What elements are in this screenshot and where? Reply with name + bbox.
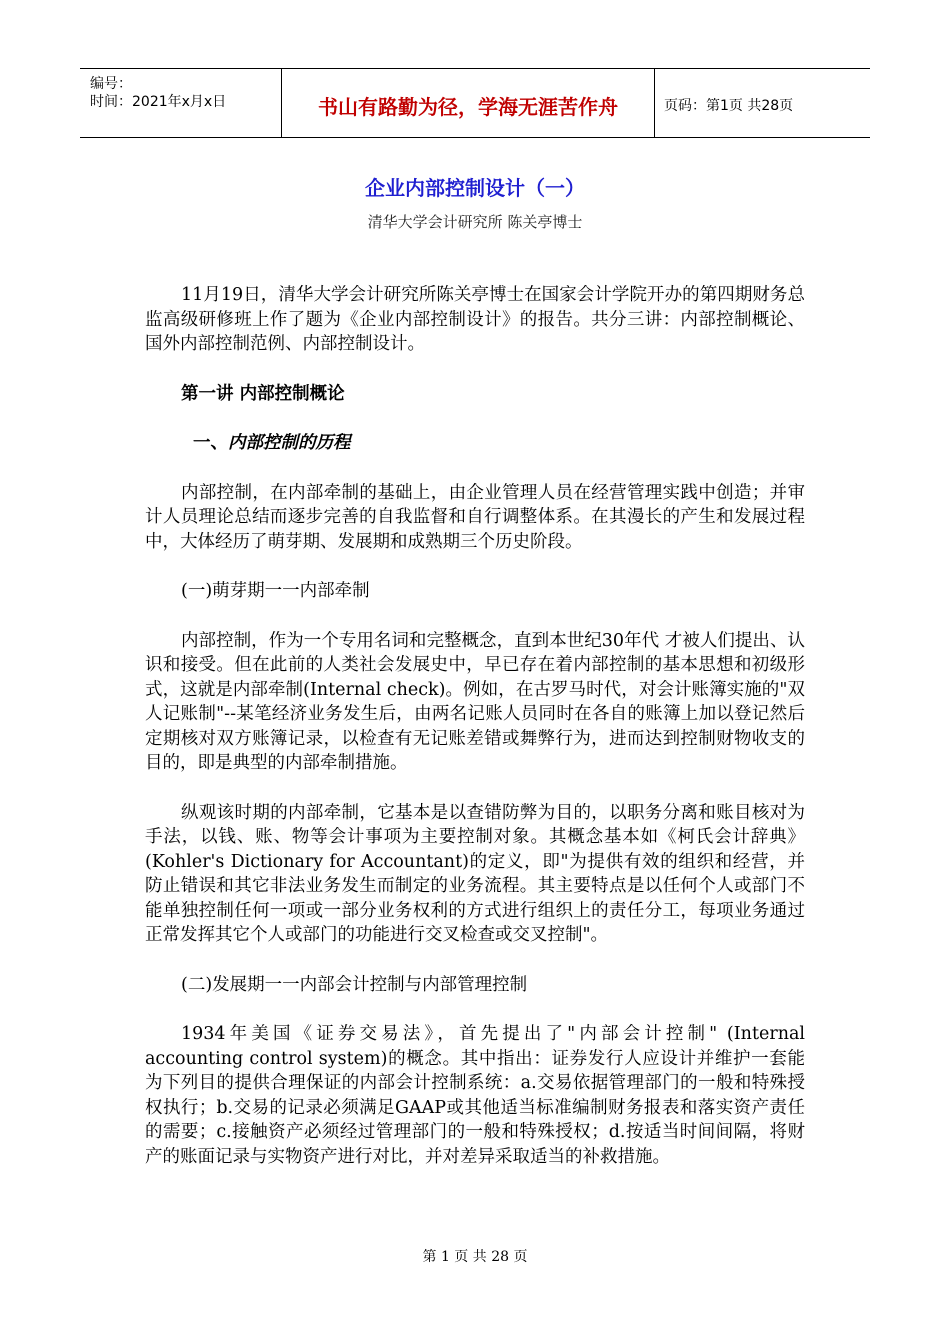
page-info: 页码：第1页 共28页 [664,98,794,114]
number-label: 编号： [90,76,132,92]
time-label: 时间：2021年x月x日 [90,94,227,110]
body-paragraph: 内部控制，作为一个专用名词和完整概念，直到本世纪30年代 才被人们提出、认识和接受。但在此前的人类社会发展史中，早已存在着内部控制的基本思想和初级形式，这就是内部牵制(Internal check)。例如，在古罗马时代，对会计账簿实施的"双人记账制"--某笔经济业务发生后，由两名记账人员同时在各自的账簿上加以登记然后定期核对双方账簿记录，以检查有无记账差错或舞弊行为，进而达到控制财物收支的目的，即是典型的内部牵制措施。 [145,630,805,773]
section-title: 内部控制的历程 [228,433,351,453]
header-page-cell [654,69,870,137]
header-motto-cell [281,69,655,137]
page-header [80,68,870,138]
header-meta-cell [80,69,281,137]
section-heading [145,431,805,456]
page-footer: 第 1 页 共 28 页 [422,1249,528,1265]
body-paragraph: 内部控制，在内部牵制的基础上，由企业管理人员在经营管理实践中创造；并审计人员理论总结而逐步完善的自我监督和自行调整体系。在其漫长的产生和发展过程中，大体经历了萌芽期、发展期和成熟期三个历史阶段。 [145,482,805,552]
document-author: 清华大学会计研究所 陈关亭博士 [367,213,583,231]
document-title: 企业内部控制设计（一） [365,176,585,200]
section-number: 一、 [193,433,228,453]
body-paragraph: 纵观该时期的内部牵制，它基本是以查错防弊为目的，以职务分离和账目核对为手法，以钱、账、物等会计事项为主要控制对象。其概念基本如《柯氏会计辞典》(Kohler's Dictionary for Accountant)的定义，即"为提供有效的组织和经营，并防止错误和其它非法业务发生而制定的业务流程。其主要特点是以任何个人或部门不能单独控制任何一项或一部分业务权利的方式进行组织上的责任分工，每项业务通过正常发挥其它个人或部门的功能进行交叉检查或交叉控制"。 [145,802,805,945]
lecture-heading: 第一讲 内部控制概论 [181,383,345,404]
motto: 书山有路勤为径，学海无涯苦作舟 [318,95,618,119]
subsection-heading: (二)发展期一一内部会计控制与内部管理控制 [181,974,528,995]
intro-paragraph: 11月19日，清华大学会计研究所陈关亭博士在国家会计学院开办的第四期财务总监高级研修班上作了题为《企业内部控制设计》的报告。共分三讲：内部控制概论、国外内部控制范例、内部控制设计。 [145,285,805,354]
subsection-heading: (一)萌芽期一一内部牵制 [181,581,370,601]
document-body [145,283,805,1194]
body-paragraph: 1934年美国《证券交易法》，首先提出了"内部会计控制" (Internal accounting control system)的概念。其中指出：证券发行人应设计并维护一套能为下列目的提供合理保证的内部会计控制系统：a.交易依据管理部门的一般和特殊授权执行；b.交易的记录必须满足GAAP或其他适当标准编制财务报表和落实资产责任的需要；c.接触资产必须经过管理部门的一般和特殊授权；d.按适当时间间隔，将财产的账面记录与实物资产进行对比，并对差异采取适当的补救措施。 [145,1024,805,1167]
